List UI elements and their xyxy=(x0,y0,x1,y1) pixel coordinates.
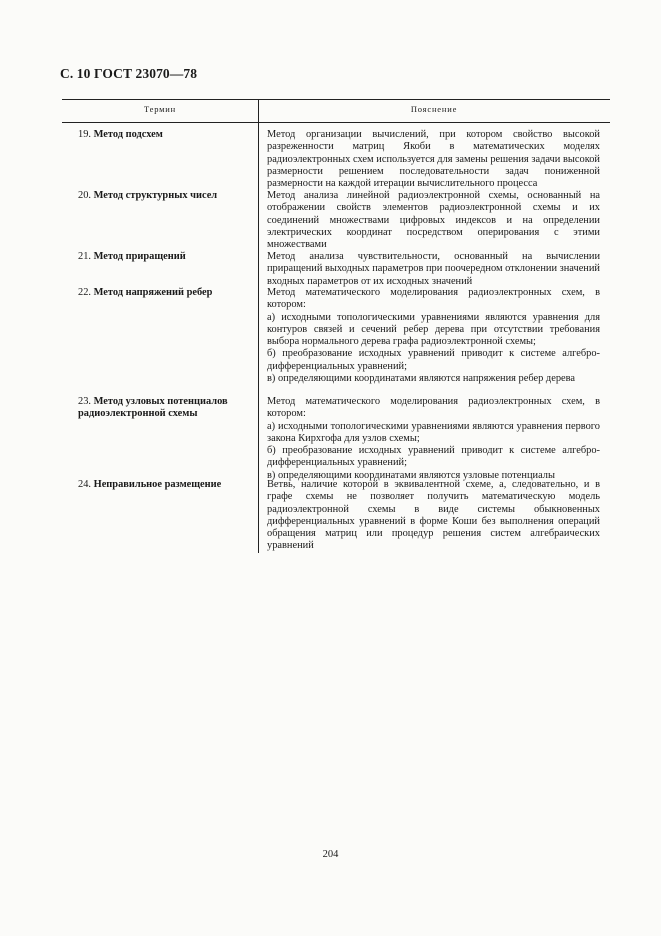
page-number: 204 xyxy=(322,849,339,860)
explanation-paragraph: Метод математического моделирования радиоэлектронных схем, в котором: xyxy=(267,287,600,311)
table-column-divider xyxy=(258,99,259,553)
term-number: 22. xyxy=(78,287,91,298)
explanation-item-c: в) определяющими координатами являются напряжения ребер дерева xyxy=(267,373,576,385)
explanation-22 xyxy=(267,287,600,385)
column-header-explanation: Пояснение xyxy=(410,104,458,114)
explanation-paragraph: Метод математического моделирования радиоэлектронных схем, в котором: xyxy=(267,396,600,420)
term-name: Метод напряжений ребер xyxy=(93,287,213,298)
term-24 xyxy=(78,479,254,491)
term-number: 23. xyxy=(78,396,91,407)
explanation-19 xyxy=(267,129,600,190)
table-top-rule xyxy=(62,99,610,100)
term-name: Метод подсхем xyxy=(93,129,163,140)
explanation-item-b: б) преобразование исходных уравнений приводит к системе алгебро-дифференциальных уравнений; xyxy=(267,348,600,372)
explanation-item-a: а) исходными топологическими уравнениями являются уравнения для контуров связей и сечений ребер дерева при отсутствии требования выбора нормального дерева графа радиоэлектронной схемы; xyxy=(267,311,600,348)
explanation-20 xyxy=(267,190,600,251)
term-23 xyxy=(78,396,254,421)
explanation-21 xyxy=(267,251,600,288)
explanation-item-a: а) исходными топологическими уравнениями являются уравнения первого закона Кирхгофа для узлов схемы; xyxy=(267,420,600,444)
term-name: Метод структурных чисел xyxy=(93,190,218,201)
term-number: 24. xyxy=(78,479,91,490)
term-number: 19. xyxy=(78,129,91,140)
term-20 xyxy=(78,190,254,202)
column-header-term: Термин xyxy=(143,104,177,114)
explanation-24 xyxy=(267,479,600,553)
table-header-rule xyxy=(62,122,610,123)
explanation-23 xyxy=(267,396,600,482)
explanation-paragraph: Метод анализа линейной радиоэлектронной схемы, основанный на отображении свойств элементов радиоэлектронной схемы и их соединений множествами цифровых индексов и на определении электрических координат посредством оперирования с этими множествами xyxy=(267,190,600,251)
explanation-paragraph: Ветвь, наличие которой в эквивалентной схеме, а, следовательно, и в графе схемы не позволяет получить математическую модель радиоэлектронной схемы в виде системы обыкновенных дифференциальных уравнений в форме Коши без выполнения операций обращения матриц или процедур решения систем алгебраических уравнений xyxy=(267,479,600,552)
explanation-paragraph: Метод организации вычислений, при котором свойство высокой разреженности матриц Якоби в математических моделях радиоэлектронных схем используется для замены решения задачи высокой размерности решением последовательности задач пониженной размерности на каждой итерации вычислительного процесса xyxy=(267,129,600,190)
term-name: Неправильное размещение xyxy=(93,479,222,490)
term-number: 21. xyxy=(78,251,91,262)
page-header: С. 10 ГОСТ 23070—78 xyxy=(60,66,198,81)
term-19 xyxy=(78,129,254,141)
explanation-paragraph: Метод анализа чувствительности, основанный на вычислении приращений выходных параметров при поочередном отклонении значений входных параметров от их исходных значений xyxy=(267,251,600,287)
term-number: 20. xyxy=(78,190,91,201)
term-21 xyxy=(78,251,254,263)
term-name: Метод приращений xyxy=(93,251,186,262)
explanation-item-b: б) преобразование исходных уравнений приводит к системе алгебро-дифференциальных уравнений; xyxy=(267,445,600,469)
term-22 xyxy=(78,287,254,299)
term-name: Метод узловых потенциалов радиоэлектронной схемы xyxy=(78,396,228,420)
explanation-item-c: в) определяющими координатами являются узловые потенциалы xyxy=(267,469,555,481)
